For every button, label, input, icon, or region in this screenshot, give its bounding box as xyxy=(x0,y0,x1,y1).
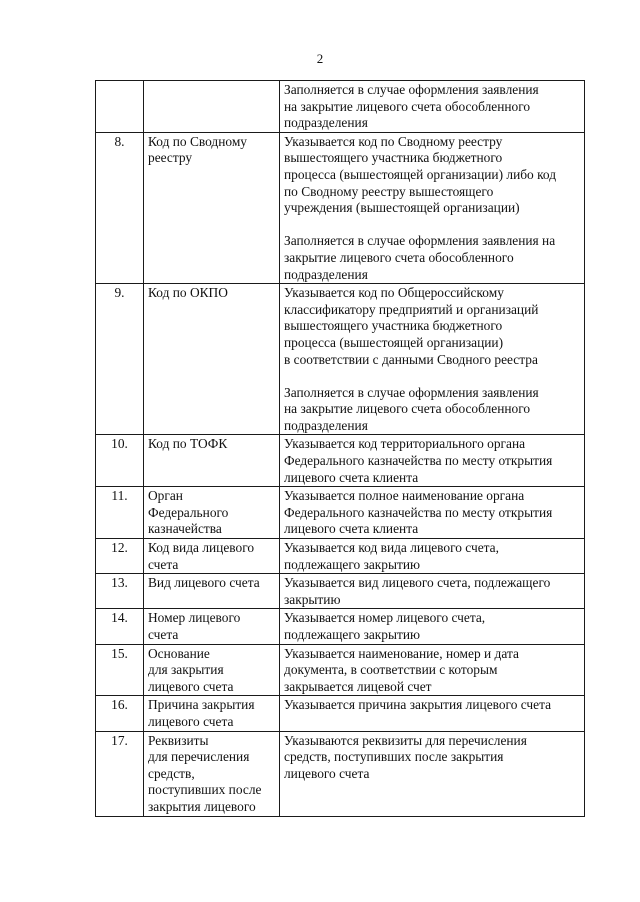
table-row xyxy=(96,574,585,609)
field-description xyxy=(280,132,585,283)
row-number: 17. xyxy=(96,731,144,816)
table-row xyxy=(96,539,585,574)
row-number: 14. xyxy=(96,609,144,644)
row-number: 15. xyxy=(96,644,144,696)
row-number: 13. xyxy=(96,574,144,609)
field-description xyxy=(280,81,585,133)
description-text: Заполняется в случае оформления заявления на закрытие лицевого счета обособленного подразделения xyxy=(284,82,539,131)
field-description xyxy=(280,731,585,816)
row-number: 11. xyxy=(96,487,144,539)
field-name: Код по Сводному реестру xyxy=(144,132,280,283)
field-description xyxy=(280,696,585,731)
description-text: Указываются реквизиты для перечисления средств, поступивших после закрытия лицевого счета xyxy=(284,732,527,781)
field-name xyxy=(144,81,280,133)
description-text: Указывается наименование, номер и дата документа, в соответствии с которым закрывается лицевой счет xyxy=(284,645,519,694)
field-name: Причина закрытия лицевого счета xyxy=(144,696,280,731)
table-row xyxy=(96,132,585,283)
table-row xyxy=(96,644,585,696)
field-description xyxy=(280,574,585,609)
field-description xyxy=(280,284,585,435)
description-note: Заполняется в случае оформления заявления на закрытие лицевого счета обособленного подразделения xyxy=(284,233,556,282)
field-description xyxy=(280,644,585,696)
description-note: Заполняется в случае оформления заявления на закрытие лицевого счета обособленного подразделения xyxy=(284,384,539,433)
description-text: Указывается полное наименование органа Федерального казначейства по месту открытия лицевого счета клиента xyxy=(284,488,553,537)
table-row xyxy=(96,696,585,731)
row-number: 9. xyxy=(96,284,144,435)
field-description xyxy=(280,435,585,487)
description-text: Указывается вид лицевого счета, подлежащего закрытию xyxy=(284,575,551,607)
field-name: Код по ТОФК xyxy=(144,435,280,487)
field-name: Основание для закрытия лицевого счета xyxy=(144,644,280,696)
description-text: Указывается причина закрытия лицевого счета xyxy=(284,697,552,713)
field-name: Реквизиты для перечисления средств, поступивших после закрытия лицевого xyxy=(144,731,280,816)
row-number: 16. xyxy=(96,696,144,731)
field-description xyxy=(280,539,585,574)
table-row xyxy=(96,435,585,487)
row-number xyxy=(96,81,144,133)
field-name: Номер лицевого счета xyxy=(144,609,280,644)
field-name: Вид лицевого счета xyxy=(144,574,280,609)
field-description xyxy=(280,609,585,644)
row-number: 8. xyxy=(96,132,144,283)
table-row xyxy=(96,731,585,816)
description-text: Указывается код по Общероссийскому классификатору предприятий и организаций вышестоящего участника бюджетного процесса (вышестоящей организации) в соответствии с данными Сводного реестра xyxy=(284,285,539,367)
description-text: Указывается код вида лицевого счета, подлежащего закрытию xyxy=(284,540,499,572)
field-description xyxy=(280,487,585,539)
page-number: 2 xyxy=(316,51,324,66)
field-name: Орган Федерального казначейства xyxy=(144,487,280,539)
field-name: Код вида лицевого счета xyxy=(144,539,280,574)
field-name: Код по ОКПО xyxy=(144,284,280,435)
table-row xyxy=(96,284,585,435)
description-text: Указывается номер лицевого счета, подлежащего закрытию xyxy=(284,610,486,642)
row-number: 12. xyxy=(96,539,144,574)
description-text: Указывается код по Сводному реестру вышестоящего участника бюджетного процесса (вышестоящей организации) либо код по Сводному реестру вышестоящего учреждения (вышестоящей организации) xyxy=(284,133,557,216)
table-row xyxy=(96,609,585,644)
table-row xyxy=(96,81,585,133)
row-number: 10. xyxy=(96,435,144,487)
fields-table xyxy=(95,80,585,817)
table-row xyxy=(96,487,585,539)
description-text: Указывается код территориального органа Федерального казначейства по месту открытия лицевого счета клиента xyxy=(284,436,553,485)
